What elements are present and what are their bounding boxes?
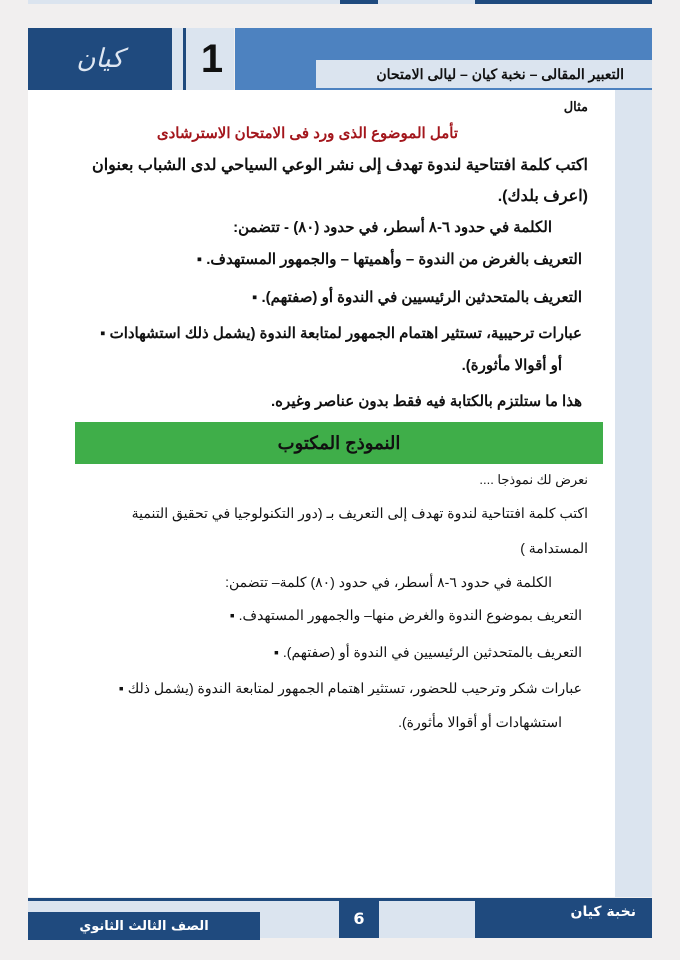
footer-grade: الصف الثالث الثانوي [28, 912, 260, 940]
page-number: 6 [339, 898, 379, 938]
example-bullet-3-cont: أو أقوالا مأثورة). [461, 357, 562, 374]
example-prompt-line1: اكتب كلمة افتتاحية لندوة تهدف إلى نشر الوعي السياحي لدى الشباب بعنوان [91, 157, 588, 174]
unit-number: 1 [200, 36, 224, 81]
example-prompt-line2: (اعرف بلدك). [497, 188, 588, 205]
side-strip [615, 90, 652, 897]
kayan-logo [28, 28, 172, 90]
model-bullet-1: التعريف بموضوع الندوة والغرض منها– والجمهور المستهدف. ▪ [230, 605, 582, 625]
example-note: هذا ما ستلتزم بالكتابة فيه فقط بدون عناصر وغيره. [271, 393, 582, 410]
previous-page-edge-band [475, 0, 652, 4]
previous-page-edge-mark [340, 0, 378, 4]
example-bullet-3: عبارات ترحيبية، تستثير اهتمام الجمهور لمتابعة الندوة (يشمل ذلك استشهادات ▪ [100, 324, 582, 344]
model-bullet-3: عبارات شكر وترحيب للحضور، تستثير اهتمام الجمهور لمتابعة الندوة (يشمل ذلك ▪ [119, 678, 582, 698]
example-bullet-1: التعريف بالغرض من الندوة – وأهميتها – والجمهور المستهدف. ▪ [197, 250, 582, 270]
page-title: التعبير المقالى – نخبة كيان – ليالى الامتحان [316, 60, 652, 88]
content-area [28, 90, 615, 897]
model-prompt-line1: اكتب كلمة افتتاحية لندوة تهدف إلى التعريف بـ (دور التكنولوجيا في تحقيق التنمية [131, 505, 588, 521]
example-bullet-2: التعريف بالمتحدثين الرئيسيين في الندوة أو (صفتهم). ▪ [252, 288, 582, 308]
model-intro: نعرض لك نموذجا .... [479, 472, 588, 487]
example-requirements: الكلمة في حدود ٦-٨ أسطر، في حدود (٨٠) - تتضمن: [233, 219, 552, 236]
example-heading: تأمل الموضوع الذى ورد فى الامتحان الاسترشادى [156, 125, 458, 142]
header-divider [183, 28, 186, 90]
example-label: مثال [563, 99, 588, 114]
model-banner: النموذج المكتوب [75, 422, 603, 464]
model-bullet-3-cont: استشهادات أو أقوالا مأثورة). [398, 714, 562, 730]
logo-text: كيان [76, 44, 124, 74]
footer-brand: نخبة كيان [475, 898, 652, 938]
model-prompt-line2: المستدامة ) [520, 540, 588, 556]
model-bullet-2: التعريف بالمتحدثين الرئيسيين في الندوة أو (صفتهم). ▪ [274, 642, 582, 662]
model-requirements: الكلمة في حدود ٦-٨ أسطر، في حدود (٨٠) كلمة– تتضمن: [225, 574, 552, 590]
